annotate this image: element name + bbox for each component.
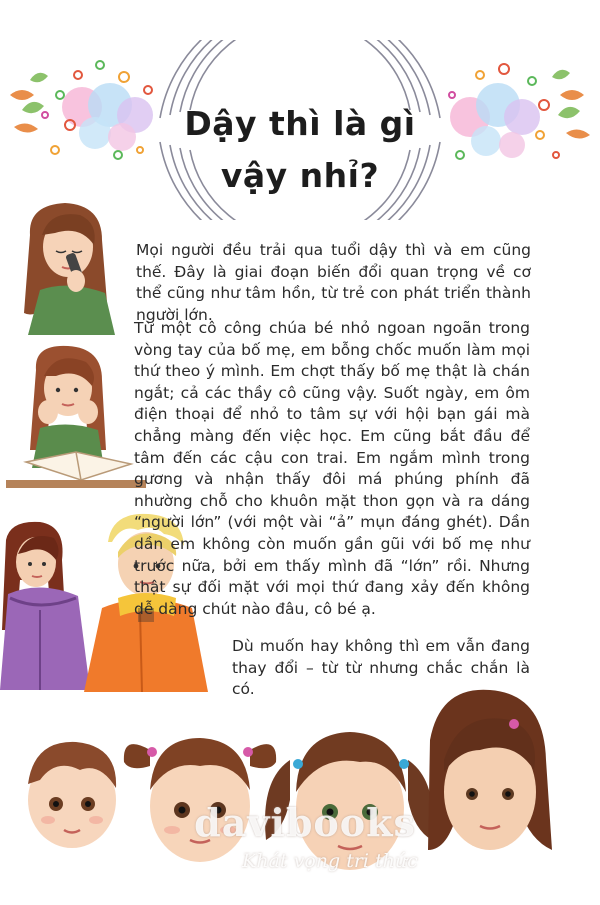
girl-on-phone-illustration xyxy=(10,195,130,335)
title-line-2: vậy nhỉ? xyxy=(220,156,380,195)
watermark-brand: davibooks xyxy=(194,800,416,845)
bubble-decoration-right xyxy=(440,55,600,170)
paragraph-conclusion: Dù muốn hay không thì em vẫn đang thay đổi – từ từ nhưng chắc chắn là có. xyxy=(232,637,530,699)
title-line-1: Dậy thì là gì xyxy=(184,104,416,143)
title-block xyxy=(150,40,450,220)
face-toddler xyxy=(28,742,116,848)
paragraph-changes: Từ một cô công chúa bé nhỏ ngoan ngoãn trong vòng tay của bố mẹ, em bỗng chốc muốn làm mọi thứ theo ý mình. Em chợt thấy bố mẹ thật là chán ngắt; cả các thầy cô cũng vậy. Suốt ngày, em ôm điện thoại để nhỏ to tâm sự với hội bạn gái mà chẳng màng đến việc học. Em cũng bắt đầu để tâm đến các cậu con trai. Em ngắm mình trong gương và nhận thấy đôi má phúng phính đã nhường chỗ cho khuôn mặt thon gọn và ra dáng “người lớn” (với một vài “ả” mụn đáng ghét). Dần dần em không còn muốn gần gũi với bố mẹ như trước nữa, bởi em thấy mình đã “lớn” rồi. Nhưng thật sự đối mặt với mọi thứ đang xảy đến không dễ dàng chút nào đâu, cô bé ạ. xyxy=(134,319,530,618)
page-title xyxy=(150,98,450,202)
paragraph-intro: Mọi người đều trải qua tuổi dậy thì và em cũng thế. Đây là giai đoạn biến đổi quan trọng về cơ thể cũng như tâm hồn, từ trẻ con phát triển thành người lớn. xyxy=(136,241,531,324)
bubble-decoration-left xyxy=(0,55,160,170)
girl-reading-illustration xyxy=(6,340,146,488)
watermark-tagline: Khát vọng tri thức xyxy=(242,850,418,872)
